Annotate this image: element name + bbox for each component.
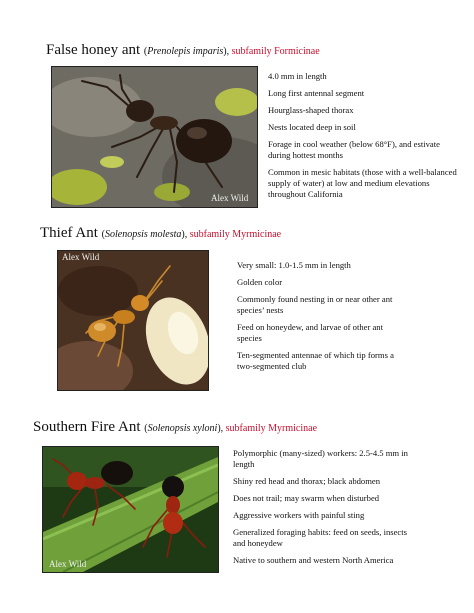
- subfamily-label: subfamily Myrmicinae: [189, 229, 282, 240]
- scientific-name: Solenopsis xyloni: [147, 423, 218, 434]
- subfamily-label: subfamily Myrmicinae: [225, 423, 318, 434]
- section-heading-thief-ant: Thief Ant (Solenopsis molesta), subfamily Myrmicinae: [40, 225, 282, 241]
- fact-item: Generalized foraging habits: feed on seeds, insects and honeydew: [233, 527, 407, 548]
- fact-item: 4.0 mm in length: [268, 71, 327, 81]
- section-heading-false-honey-ant: False honey ant (Prenolepis imparis), subfamily Formicinae: [46, 42, 320, 58]
- common-name: False honey ant: [46, 42, 141, 58]
- photo-credit: Alex Wild: [62, 252, 100, 262]
- common-name: Southern Fire Ant: [33, 419, 141, 435]
- fact-item: Polymorphic (many-sized) workers: 2.5-4.5 mm in length: [233, 448, 408, 469]
- subfamily-label: subfamily Formicinae: [231, 46, 320, 57]
- false-honey-ant-photo: [51, 66, 258, 208]
- fact-item: Golden color: [237, 277, 283, 287]
- fact-item: Common in mesic habitats (those with a well-balanced supply of water) at low and medium elevations throughout California: [268, 167, 457, 199]
- fact-item: Ten-segmented antennae of which tip forms a two-segmented club: [237, 350, 394, 371]
- section-heading-southern-fire-ant: Southern Fire Ant (Solenopsis xyloni), subfamily Myrmicinae: [33, 419, 318, 435]
- fact-item: Native to southern and western North America: [233, 555, 394, 565]
- photo-credit: Alex Wild: [211, 193, 249, 203]
- thief-ant-facts: [237, 260, 397, 378]
- fact-item: Does not trail; may swarm when disturbed: [233, 493, 380, 503]
- scientific-name: Prenolepis imparis: [147, 46, 224, 57]
- fact-item: Long first antennal segment: [268, 88, 365, 98]
- fact-item: Hourglass-shaped thorax: [268, 105, 354, 115]
- scientific-name: Solenopsis molesta: [105, 229, 182, 240]
- fact-item: Shiny red head and thorax; black abdomen: [233, 476, 381, 486]
- common-name: Thief Ant: [40, 225, 98, 241]
- fact-item: Aggressive workers with painful sting: [233, 510, 365, 520]
- false-honey-ant-facts: [268, 71, 463, 206]
- fact-item: Feed on honeydew, and larvae of other ant species: [237, 322, 383, 343]
- southern-fire-ant-photo: [42, 446, 219, 573]
- fact-item: Forage in cool weather (below 68°F), and estivate during hottest months: [268, 139, 440, 160]
- photo-credit: Alex Wild: [49, 559, 87, 569]
- southern-fire-ant-facts: [233, 448, 418, 572]
- fact-item: Commonly found nesting in or near other ant species’ nests: [237, 294, 393, 315]
- fact-item: Very small: 1.0-1.5 mm in length: [237, 260, 351, 270]
- thief-ant-photo: [57, 250, 209, 391]
- fact-item: Nests located deep in soil: [268, 122, 356, 132]
